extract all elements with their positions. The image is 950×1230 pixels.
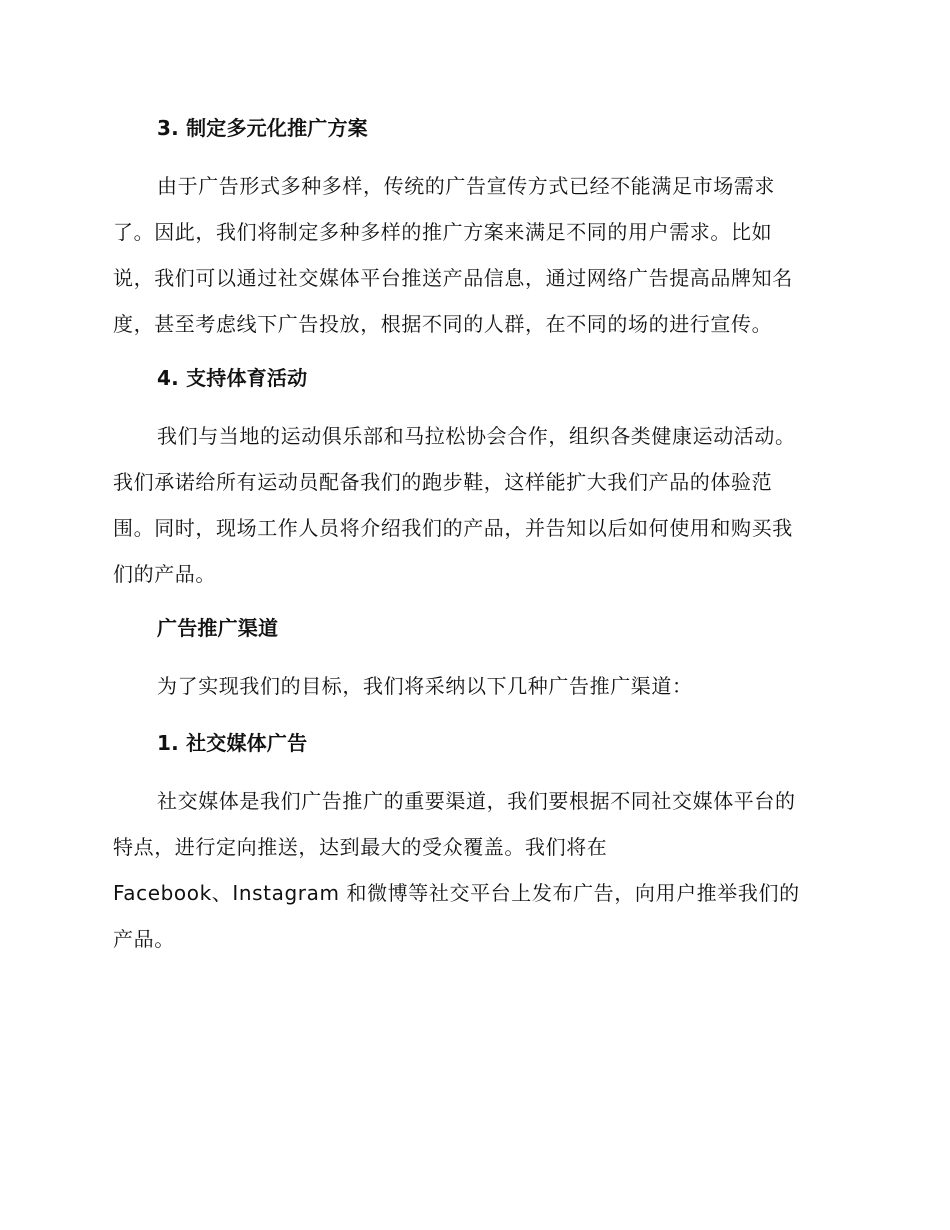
section-heading: 3. 制定多元化推广方案 <box>157 116 368 140</box>
section-heading: 4. 支持体育活动 <box>157 366 308 390</box>
paragraph-line: 们的产品。 <box>113 562 216 586</box>
paragraph-line: 我们承诺给所有运动员配备我们的跑步鞋，这样能扩大我们产品的体验范 <box>113 470 773 494</box>
paragraph-line: 特点，进行定向推送，达到最大的受众覆盖。我们将在 <box>113 835 608 859</box>
paragraph-line: 我们与当地的运动俱乐部和马拉松协会合作，组织各类健康运动活动。 <box>157 424 796 448</box>
paragraph-line: 度，甚至考虑线下广告投放，根据不同的人群，在不同的场的进行宣传。 <box>113 312 773 336</box>
paragraph-line: Facebook、Instagram 和微博等社交平台上发布广告，向用户推举我们的 <box>113 881 800 905</box>
paragraph-line: 了。因此，我们将制定多种多样的推广方案来满足不同的用户需求。比如 <box>113 220 773 244</box>
paragraph-line: 社交媒体是我们广告推广的重要渠道，我们要根据不同社交媒体平台的 <box>157 789 796 813</box>
paragraph-line: 围。同时，现场工作人员将介绍我们的产品，并告知以后如何使用和购买我 <box>113 516 793 540</box>
paragraph-line: 产品。 <box>113 927 175 951</box>
paragraph-line: 为了实现我们的目标，我们将采纳以下几种广告推广渠道： <box>157 674 693 698</box>
section-heading: 1. 社交媒体广告 <box>157 731 308 755</box>
paragraph-line: 说，我们可以通过社交媒体平台推送产品信息，通过网络广告提高品牌知名 <box>113 266 793 290</box>
paragraph-line: 由于广告形式多种多样，传统的广告宣传方式已经不能满足市场需求 <box>157 174 775 198</box>
section-heading: 广告推广渠道 <box>157 616 279 640</box>
